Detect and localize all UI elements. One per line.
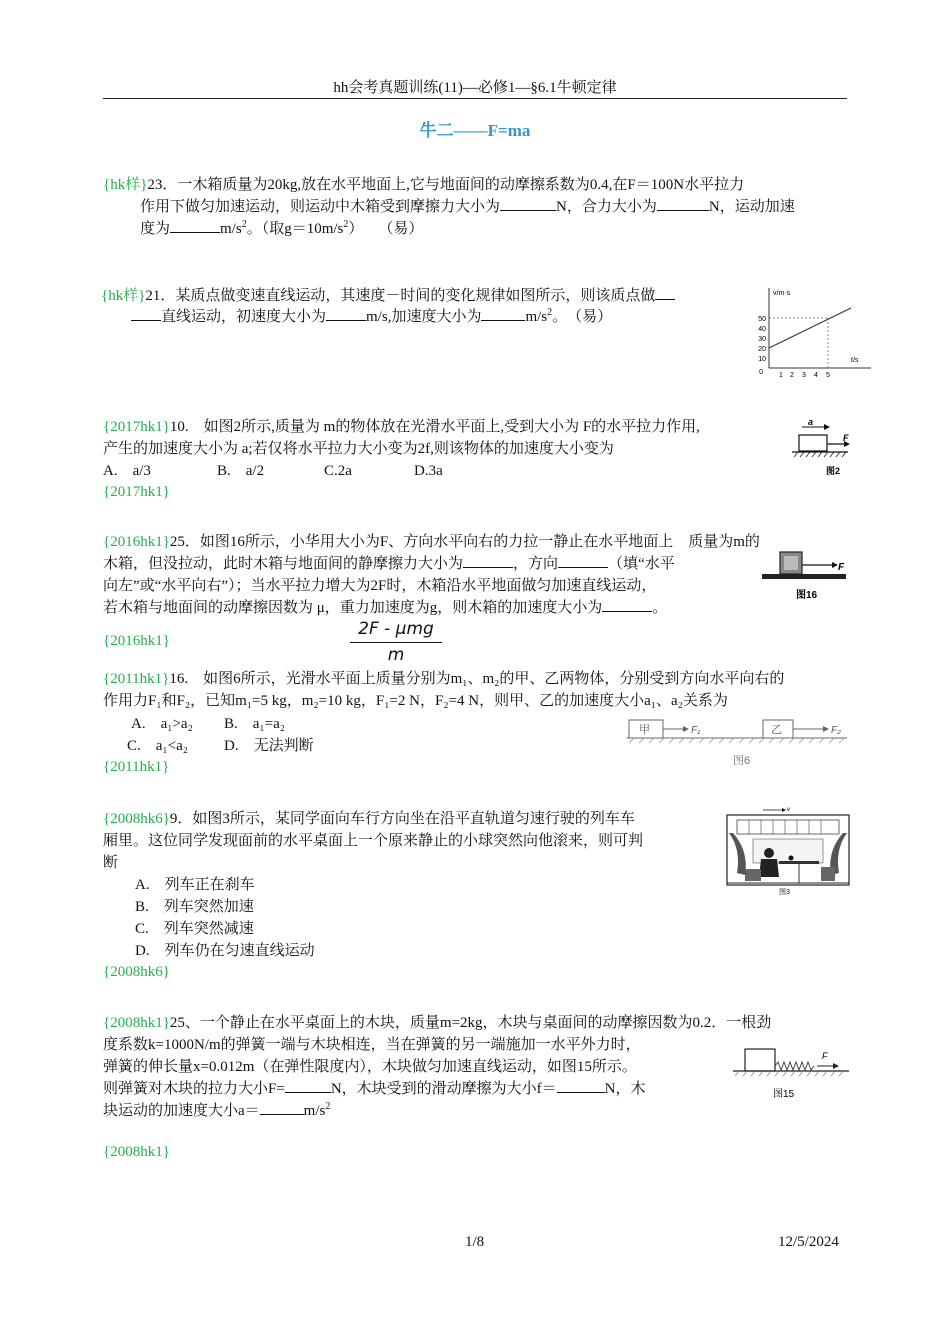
block: [745, 1049, 775, 1071]
option-d: D. 无法判断: [224, 738, 314, 754]
force-label: F₁: [691, 725, 701, 736]
option-b: B. a₁=a₂: [224, 716, 285, 732]
figure-caption: 图6: [733, 755, 751, 767]
answer-blank[interactable]: [170, 218, 220, 233]
question-4-line-4: 若木箱与地面间的动摩擦因数为 μ，重力加速度为g，则木箱的加速度大小为 。: [103, 597, 667, 619]
option-a: A. a₁>a₂: [131, 716, 193, 732]
answer-blank[interactable]: [260, 1100, 304, 1115]
option-b: B. a/2: [217, 463, 265, 479]
page-number: 1/8: [465, 1234, 485, 1250]
answer-blank[interactable]: [131, 306, 161, 321]
option-a: A. a/3: [103, 463, 151, 479]
block-label: 甲: [639, 724, 650, 736]
answer-blank[interactable]: [655, 285, 675, 300]
option-b: B. 列车突然加速: [135, 899, 254, 915]
option-a: A. 列车正在刹车: [135, 877, 255, 893]
question-6-line-3: 断: [103, 855, 119, 871]
fraction-numerator: 2F - μmg: [358, 619, 434, 639]
question-tag: {2017hk1}: [103, 419, 170, 435]
answer-blank[interactable]: [657, 196, 709, 211]
answer-blank[interactable]: [463, 553, 513, 568]
question-7-line-1: {2008hk1}25、一个静止在水平桌面上的木块，质量m=2kg，木块与桌面间的动摩擦因数为0.2．一根劲: [103, 1015, 772, 1031]
question-tag: {hk样}: [103, 177, 148, 193]
figure-6: [625, 716, 849, 770]
question-6-line-1: {2008hk6}9．如图3所示，某同学面向车行方向坐在沿平直轨道匀速行驶的列车车: [103, 811, 635, 827]
question-3-line-2: 产生的加速度大小为 a;若仅将水平拉力大小变为2f,则该物体的加速度大小变为: [103, 441, 614, 457]
force-label: F₂: [831, 725, 841, 736]
force-label: F: [838, 562, 845, 573]
spring: [775, 1062, 814, 1070]
question-7-end-tag: {2008hk1}: [103, 1144, 170, 1160]
question-3-end-tag: {2017hk1}: [103, 484, 170, 500]
figure-16: [760, 548, 852, 604]
table-top: [779, 861, 819, 864]
question-1-line-1: {hk样}23．一木箱质量为20kg,放在水平地面上,它与地面间的动摩擦系数为0.4,在F＝100N水平拉力: [103, 177, 745, 193]
question-6-end-tag: {2008hk6}: [103, 964, 170, 980]
question-7-line-5: 块运动的加速度大小$a= m/s^2$: [103, 1101, 331, 1119]
x-tick: 2: [790, 372, 794, 378]
answer-blank[interactable]: [557, 1078, 605, 1093]
question-2-line-2: 直线运动，初速度大小为 m/s,加速度大小为 $m/s^2$。 （易）: [131, 306, 612, 328]
question-3-line-1: {2017hk1}10. 如图2所示,质量为 m的物体放在光滑水平面上,受到大小为 F的水平拉力作用,: [103, 419, 700, 435]
figure-2: [788, 414, 850, 478]
question-2-line-1: {hk样}21．某质点做变速直线运动，其速度－时间的变化规律如图所示，则该质点做: [101, 285, 675, 307]
question-5-end-tag: {2011hk1}: [103, 759, 170, 775]
answer-blank[interactable]: [500, 196, 556, 211]
option-d: D.3a: [414, 463, 443, 479]
graph-y-label: v/m·s: [773, 290, 791, 297]
y-tick: 40: [758, 326, 766, 333]
figure-caption: 图15: [773, 1089, 795, 1100]
section-title: 牛二——F=ma: [419, 121, 531, 140]
question-1-line-2: 作用下做匀加速运动，则运动中木箱受到摩擦力大小为 N，合力大小为 N，运动加速: [140, 196, 795, 218]
force-label: F: [822, 1051, 828, 1061]
x-tick: 3: [802, 372, 806, 378]
question-tag: {2008hk1}: [103, 1015, 170, 1031]
question-tag: {2008hk6}: [103, 811, 170, 827]
question-4-line-1: {2016hk1}25．如图16所示，小华用大小为F、方向水平向右的力拉一静止在水平地面上 质量为m的: [103, 534, 760, 550]
answer-blank[interactable]: [558, 553, 608, 568]
question-5-line-2: 作用力F₁和F₂，已知m₁=5 kg，m₂=10 kg，F₁=2 N，F₂=4 N，则甲、乙的加速度大小a₁、a₂关系为: [103, 693, 728, 709]
velocity-mark: v: [787, 807, 790, 813]
force-label: F: [843, 433, 849, 443]
velocity-time-graph: [755, 282, 877, 378]
footer-date: 12/5/2024: [778, 1234, 839, 1250]
question-5-line-1: {2011hk1}16. 如图6所示，光滑水平面上质量分别为m₁、m₂的甲、乙两物体，分别受到方向水平向右的: [103, 671, 785, 687]
question-7-line-4: 则弹簧对木块的拉力大小F= N，木块受到的滑动摩擦为大小f＝ N，木: [103, 1078, 646, 1100]
figure-caption: 图2: [826, 466, 841, 476]
answer-blank[interactable]: [285, 1078, 331, 1093]
block: [799, 435, 827, 451]
y-tick: 10: [758, 356, 766, 363]
graph-x-label: t/s: [851, 357, 859, 364]
person-head: [764, 848, 774, 858]
figure-caption: 图3: [779, 889, 790, 896]
x-tick: 4: [814, 372, 818, 378]
figure-15: [727, 1043, 853, 1103]
fraction-denominator: m: [387, 645, 405, 665]
question-4-end-tag: {2016hk1}: [103, 633, 170, 649]
graph-line: [769, 308, 851, 348]
x-tick: 1: [779, 372, 783, 378]
header-rule: [103, 98, 847, 99]
answer-blank[interactable]: [326, 306, 366, 321]
question-6-line-2: 厢里。这位同学发现面前的水平桌面上一个原来静止的小球突然向他滚来，则可判: [103, 833, 644, 849]
option-c: C. 列车突然减速: [135, 921, 254, 937]
question-1-line-3: 度为 $m/s^2$。（取$g=10m/s^2$） （易）: [140, 219, 424, 237]
question-tag: {hk样}: [101, 288, 146, 304]
question-4-line-2: 木箱，但没拉动，此时木箱与地面间的静摩擦力大小为 ，方向 （填“水平: [103, 553, 675, 575]
option-d: D. 列车仍在匀速直线运动: [135, 943, 315, 959]
figure-caption: 图16: [796, 590, 818, 601]
question-4-line-3: 向左”或“水平向右”）；当水平拉力增大为2F时，木箱沿水平地面做匀加速直线运动，: [103, 578, 657, 594]
y-tick: 30: [758, 336, 766, 343]
question-tag: {2016hk1}: [103, 534, 170, 550]
ball: [789, 856, 794, 861]
option-c: C. a₁<a₂: [127, 738, 188, 754]
question-7-line-2: 度系数k=1000N/m的弹簧一端与木块相连，当在弹簧的另一端施加一水平外力时，: [103, 1037, 641, 1053]
answer-fraction: [350, 618, 442, 665]
option-c: C.2a: [324, 463, 352, 479]
figure-3-train-scene: [725, 803, 853, 897]
y-tick: 0: [759, 369, 763, 376]
block-label: 乙: [771, 724, 782, 736]
answer-blank[interactable]: [481, 306, 525, 321]
y-tick: 20: [758, 346, 766, 353]
acceleration-mark: a: [808, 417, 814, 427]
question-7-line-3: 弹簧的伸长量x=0.012m（在弹性限度内），木块做匀加速直线运动，如图15所示。: [103, 1059, 637, 1075]
y-tick: 50: [758, 316, 766, 323]
question-tag: {2011hk1}: [103, 671, 170, 687]
x-tick: 5: [826, 372, 830, 378]
page-header: hh会考真题训练(11)—必修1—§6.1牛顿定律: [333, 80, 617, 96]
answer-blank[interactable]: [602, 597, 652, 612]
